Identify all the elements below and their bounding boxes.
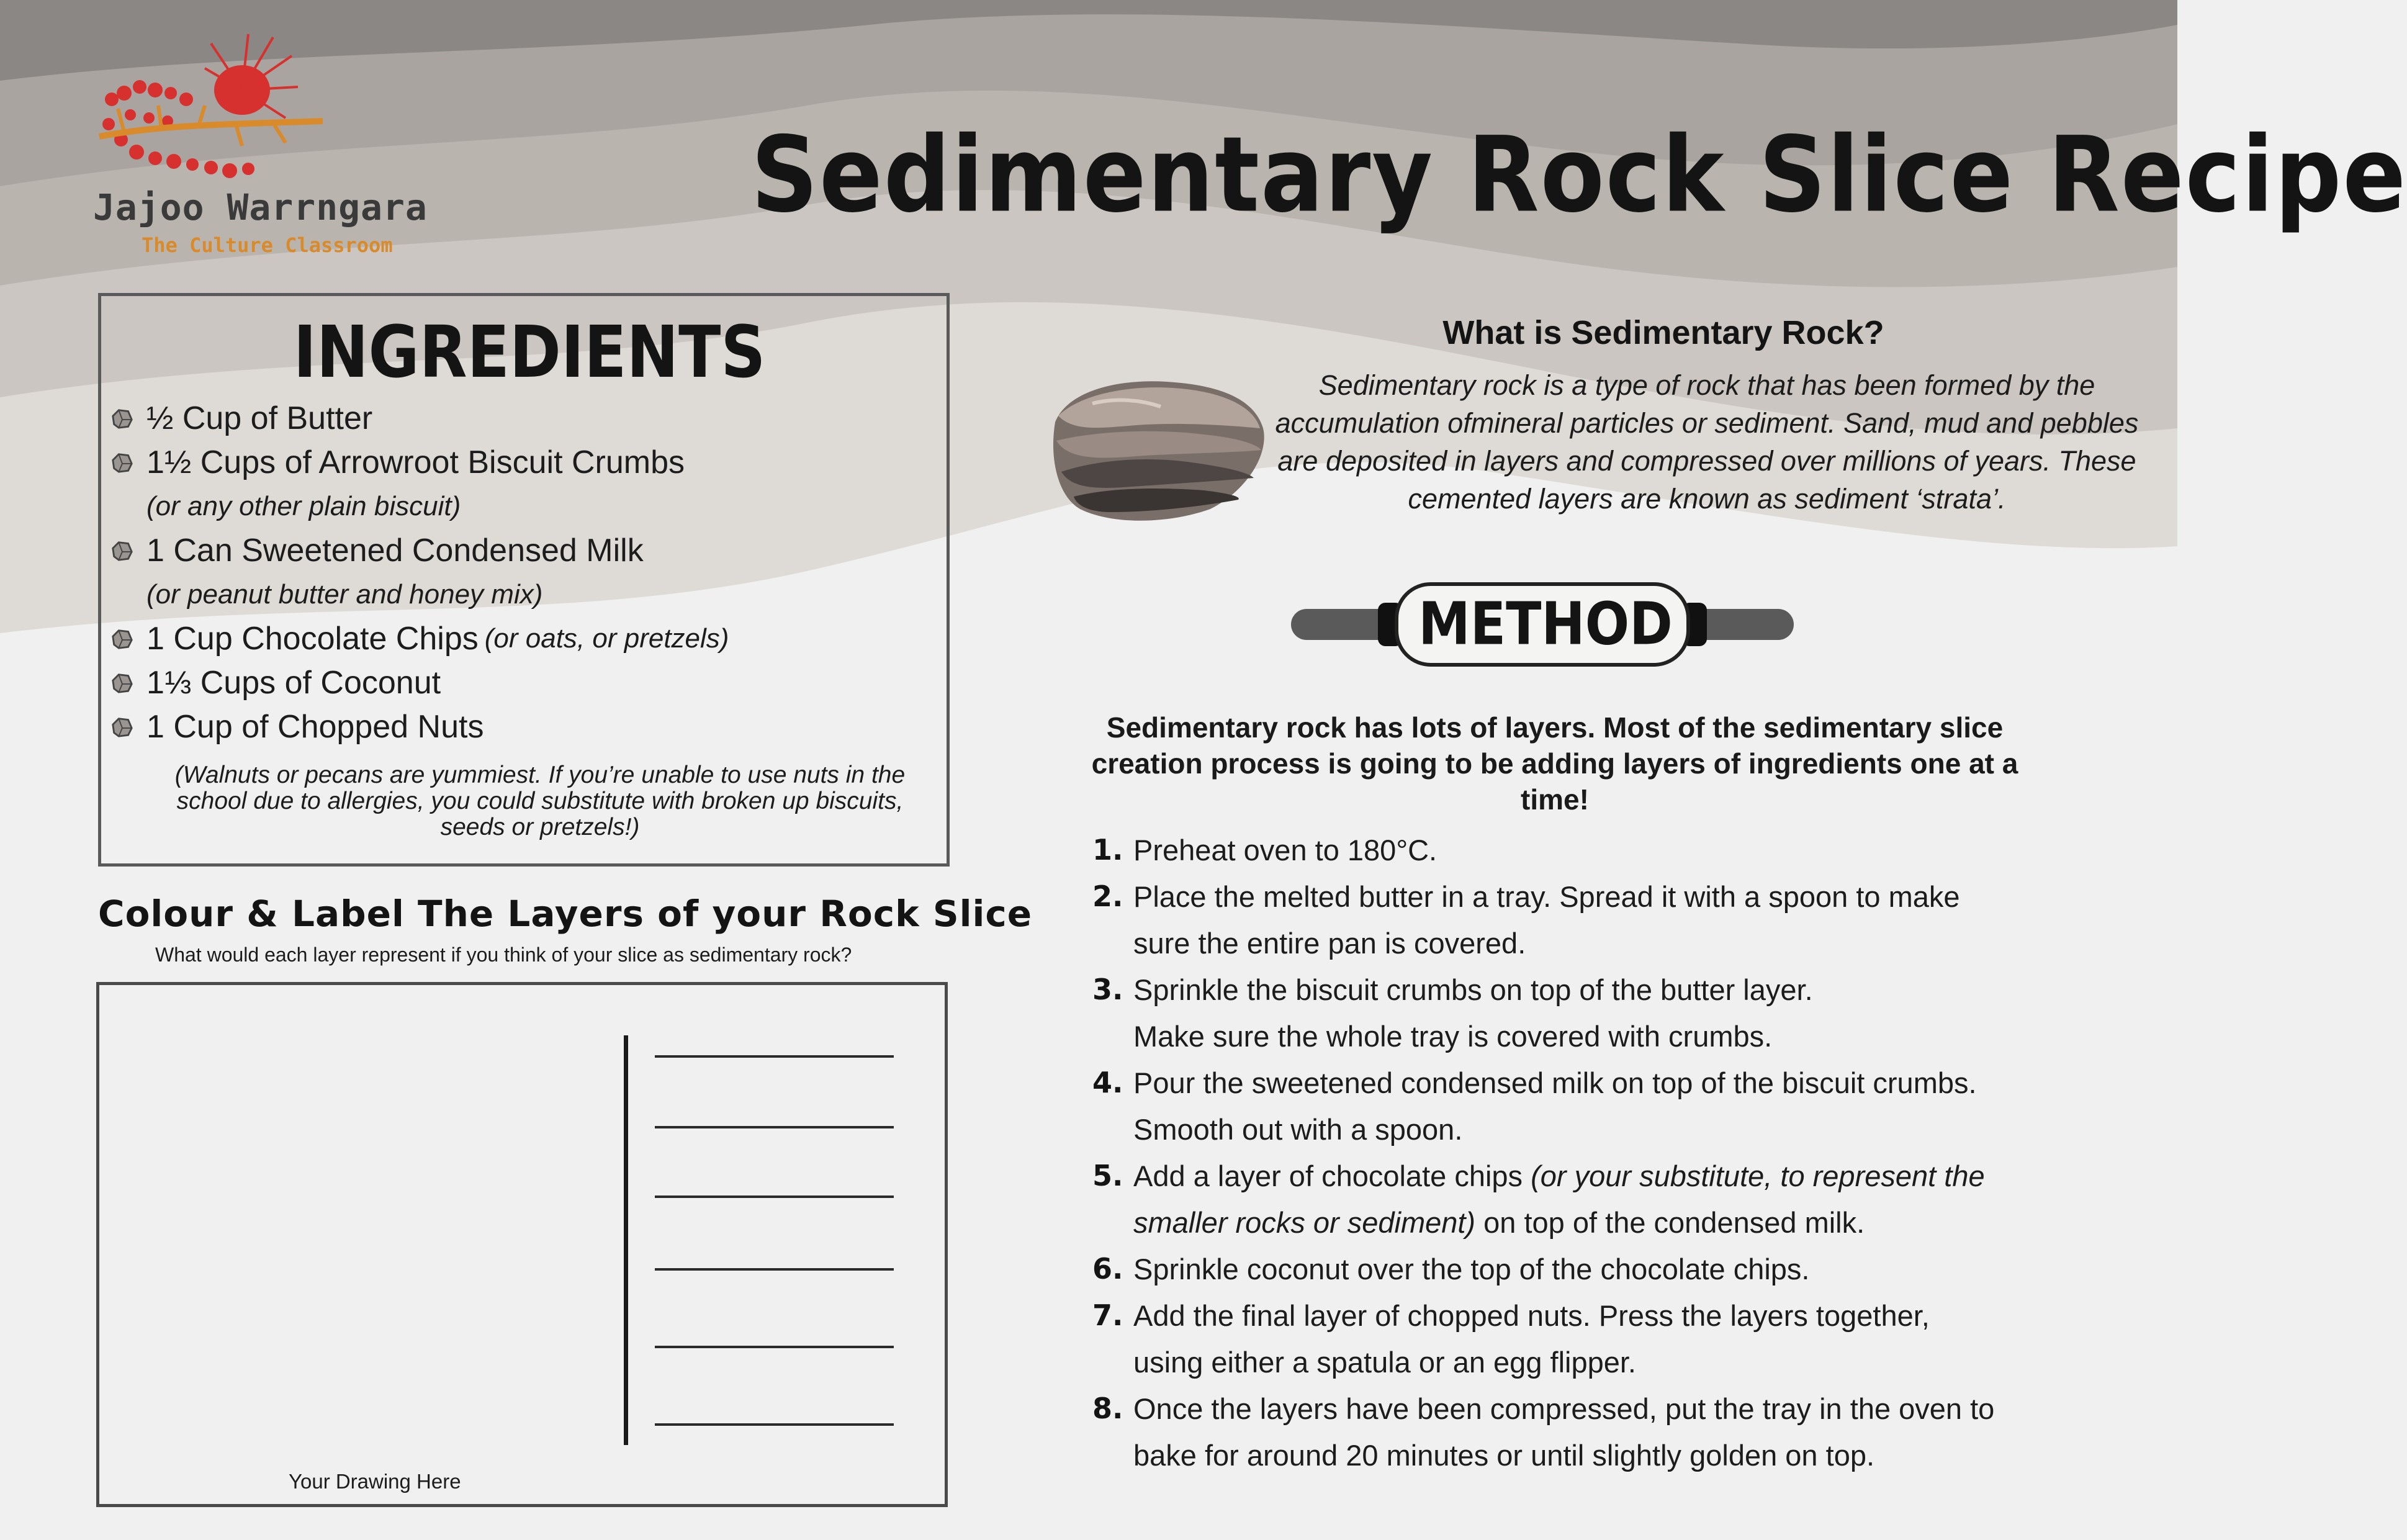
method-step [1092, 1385, 2061, 1479]
step-number: 4. [1092, 1066, 1123, 1099]
method-heading: METHOD [1418, 590, 1673, 658]
layer-label-line[interactable] [655, 1423, 894, 1426]
layer-label-line[interactable] [655, 1196, 894, 1198]
ingredient-item [110, 616, 942, 660]
method-step [1092, 873, 2061, 966]
ingredients-heading: INGREDIENTS [293, 310, 766, 394]
drawing-caption: Your Drawing Here [289, 1470, 461, 1493]
method-step [1092, 966, 2061, 1060]
ingredients-footnote: (Walnuts or pecans are yummiest. If you’re unable to use nuts in the school due to allergies, you could substitute with broken up biscuits, seeds or pretzels!) [174, 762, 906, 840]
ingredients-list [110, 396, 942, 749]
page-title: Sedimentary Rock Slice Recipe [751, 115, 2407, 236]
step-text: Preheat oven to 180°C. [1133, 834, 1437, 867]
method-step [1092, 1292, 2061, 1385]
method-intro: Sedimentary rock has lots of layers. Most of the sedimentary slice creation process is going to be adding layers of ingredients one at a time! [1091, 711, 2018, 816]
rock-icon [110, 539, 134, 562]
ingredient-note: (or peanut butter and honey mix) [146, 579, 543, 610]
rock-icon [110, 627, 134, 651]
rock-icon [110, 715, 134, 739]
method-step [1092, 1246, 2061, 1292]
step-number: 2. [1092, 880, 1123, 913]
colour-section-heading: Colour & Label The Layers of your Rock Slice [98, 893, 1033, 935]
layer-label-line[interactable] [655, 1346, 894, 1348]
layer-label-line[interactable] [655, 1055, 894, 1058]
step-number: 1. [1092, 833, 1123, 867]
ingredient-item [110, 705, 942, 749]
step-text: Sprinkle coconut over the top of the chocolate chips. [1133, 1253, 1810, 1286]
colour-section-subheading: What would each layer represent if you think of your slice as sedimentary rock? [155, 943, 852, 966]
step-text: Pour the sweetened condensed milk on top of the biscuit crumbs. Smooth out with a spoon. [1133, 1066, 1977, 1146]
ingredient-item [110, 528, 942, 572]
sedimentary-rock-icon [1043, 366, 1272, 528]
rock-icon [110, 451, 134, 474]
method-step [1092, 1060, 2061, 1153]
ingredient-text: 1 Cup Chocolate Chips [146, 620, 479, 657]
step-italic-note: (or your substitute, to represent the smaller rocks or sediment) [1133, 1160, 1985, 1239]
brand-name: Jajoo Warrngara [93, 186, 428, 228]
method-step [1092, 1153, 2061, 1246]
ingredient-text: 1½ Cups of Arrowroot Biscuit Crumbs [146, 444, 685, 480]
step-number: 6. [1092, 1252, 1123, 1286]
ingredient-item [110, 440, 942, 484]
ingredient-note: (or any other plain biscuit) [146, 490, 461, 521]
method-steps [1092, 827, 2061, 1479]
step-text: Once the layers have been compressed, put the tray in the oven to bake for around 20 minutes or until slightly golden on top. [1133, 1392, 1995, 1472]
step-text: Sprinkle the biscuit crumbs on top of the butter layer. Make sure the whole tray is covered with crumbs. [1133, 973, 1813, 1053]
ingredient-text: ½ Cup of Butter [146, 400, 373, 436]
ingredient-inline-note: (or oats, or pretzels) [484, 623, 729, 654]
rock-icon [110, 407, 134, 430]
what-is-heading: What is Sedimentary Rock? [1442, 314, 1884, 351]
step-text-continued: on top of the condensed milk. [1475, 1206, 1865, 1239]
ingredient-item [110, 396, 942, 440]
logo-icon [87, 31, 385, 267]
step-text: Place the melted butter in a tray. Spread it with a spoon to make sure the entire pan is covered. [1133, 880, 1960, 960]
layer-label-line[interactable] [655, 1126, 894, 1128]
step-text: Add a layer of chocolate chips [1133, 1160, 1531, 1192]
step-number: 7. [1092, 1299, 1123, 1332]
drawing-area[interactable] [96, 982, 948, 1507]
step-number: 5. [1092, 1159, 1123, 1192]
method-step [1092, 827, 2061, 873]
step-number: 3. [1092, 973, 1123, 1006]
what-is-body: Sedimentary rock is a type of rock that has been formed by the accumulation ofmineral particles or sediment. Sand, mud and pebbles are deposited in layers and compressed over millions of years. These cemented layers are known as sediment ‘strata’. [1275, 369, 2139, 515]
rock-icon [110, 671, 134, 695]
layer-label-line[interactable] [655, 1268, 894, 1271]
ingredient-item [110, 660, 942, 705]
ingredient-text: 1 Can Sweetened Condensed Milk [146, 532, 644, 569]
brand-tagline: The Culture Classroom [142, 233, 393, 257]
ingredient-text: 1⅓ Cups of Coconut [146, 664, 441, 701]
step-text: Add the final layer of chopped nuts. Press the layers together, using either a spatula or an egg flipper. [1133, 1299, 1930, 1379]
ingredient-text: 1 Cup of Chopped Nuts [146, 708, 484, 745]
drawing-divider [624, 1035, 628, 1445]
step-number: 8. [1092, 1392, 1123, 1425]
